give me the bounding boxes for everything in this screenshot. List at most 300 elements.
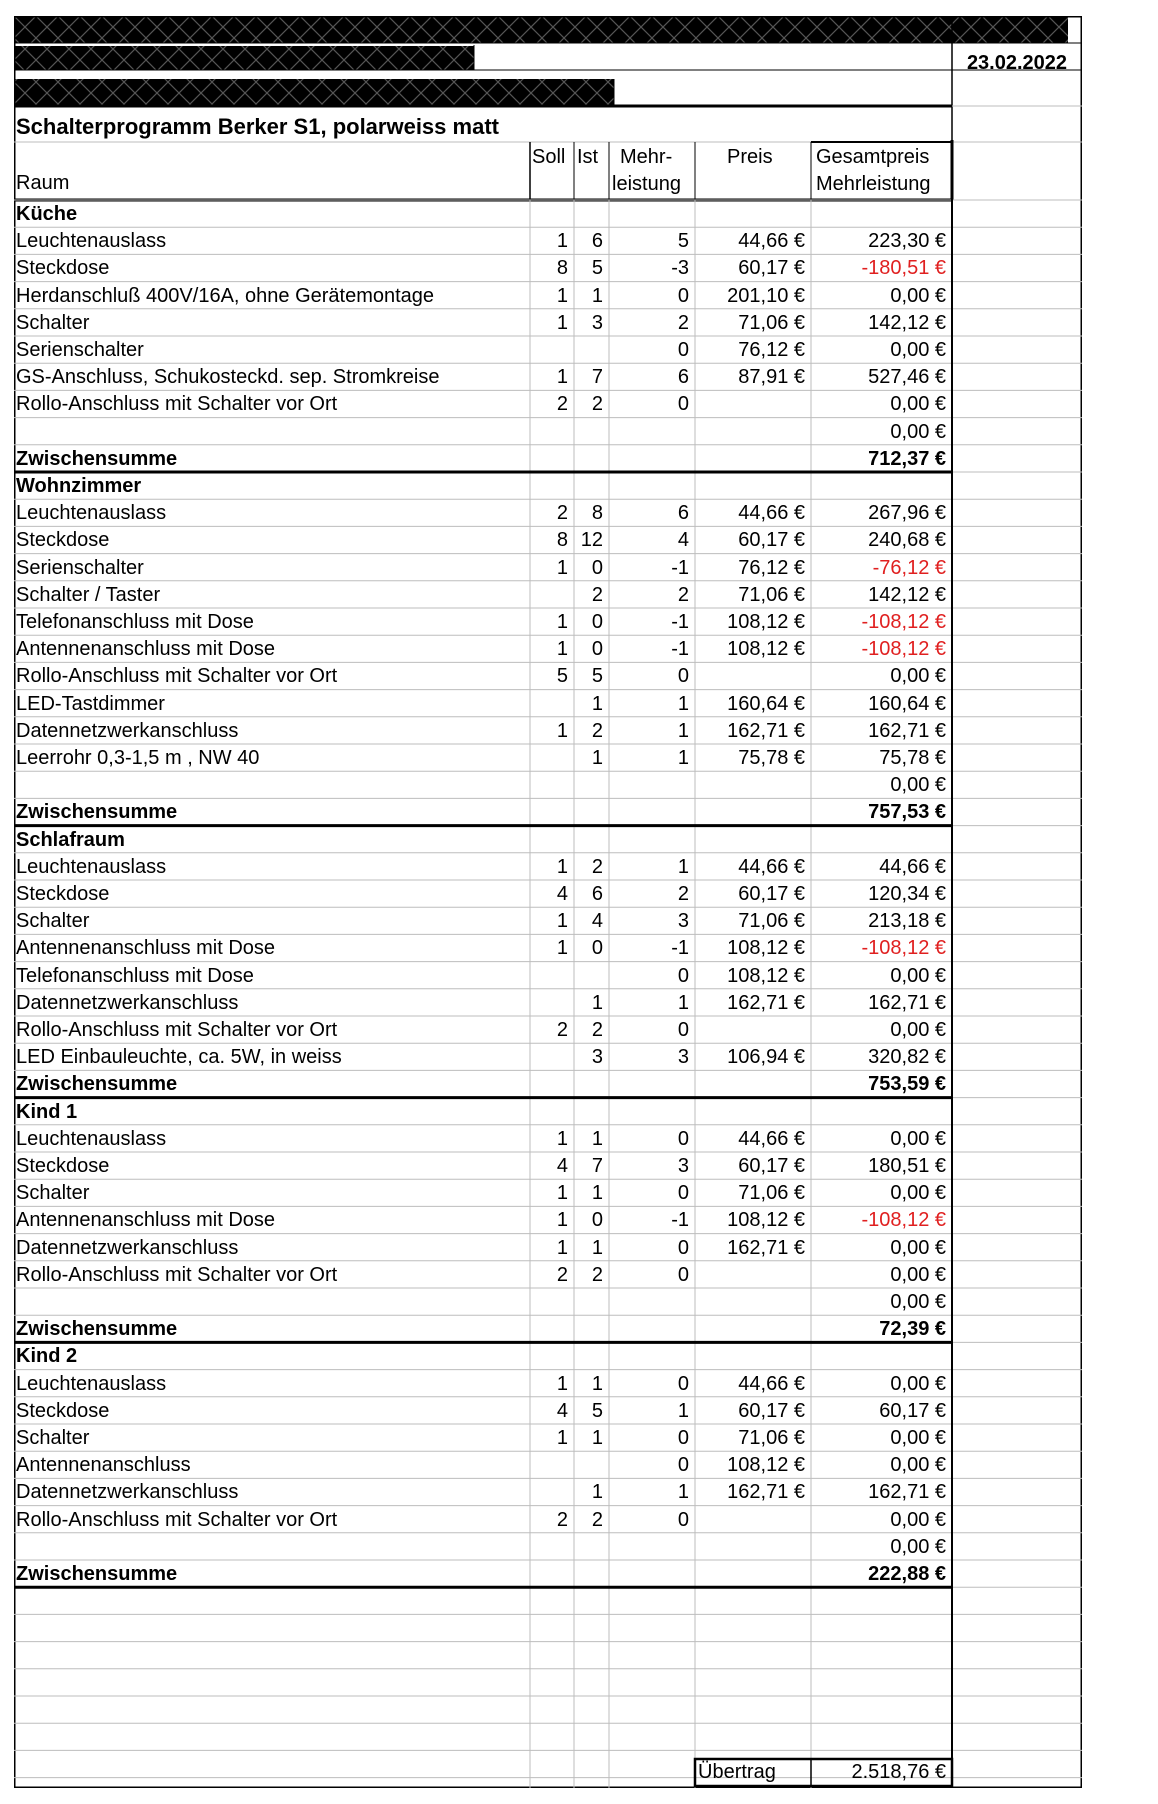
soll-cell (530, 336, 574, 363)
gesamtpreis-cell: 0,00 € (890, 1454, 946, 1477)
gesamtpreis-cell: -108,12 € (861, 1209, 946, 1232)
mehrleistung-cell: 1 (677, 1399, 689, 1422)
table-row (14, 526, 1082, 553)
gesamtpreis-cell: 120,34 € (868, 883, 946, 905)
gesamtpreis-cell: 0,00 € (890, 1236, 946, 1259)
soll-cell: 1 (556, 556, 568, 579)
preis-cell (695, 662, 811, 689)
soll-cell: 8 (556, 529, 568, 552)
soll-cell: 1 (556, 719, 568, 742)
mehrleistung-cell: 0 (677, 1182, 689, 1205)
ist-cell: 1 (591, 1182, 603, 1205)
table-row (14, 880, 1082, 907)
preis-cell: 44,66 € (738, 855, 805, 878)
section-row (14, 1098, 1082, 1125)
mehrleistung-cell (609, 1288, 695, 1315)
item-name: Schalter (16, 910, 90, 933)
gesamtpreis-cell: 0,00 € (890, 420, 946, 443)
gesamtpreis-cell: 0,00 € (890, 1427, 946, 1449)
gesamtpreis-cell: -108,12 € (861, 638, 946, 661)
preis-cell: 44,66 € (738, 1127, 805, 1150)
mehrleistung-cell: 0 (677, 1427, 689, 1449)
soll-cell (530, 962, 574, 989)
preis-cell: 60,17 € (738, 1155, 805, 1177)
preis-cell (695, 1016, 811, 1043)
item-name: Antennenanschluss mit Dose (16, 937, 276, 960)
ist-cell: 5 (591, 257, 603, 280)
ist-cell: 1 (591, 1236, 603, 1259)
preis-cell: 60,17 € (738, 529, 805, 552)
item-name: Steckdose (16, 257, 110, 280)
redacted-block-2 (14, 46, 474, 70)
soll-cell: 5 (556, 665, 568, 688)
soll-cell: 1 (556, 937, 568, 960)
mehrleistung-cell: 0 (677, 964, 689, 987)
item-name: Datennetzwerkanschluss (16, 719, 239, 742)
table-row (14, 554, 1082, 581)
gesamtpreis-cell: 222,88 € (868, 1563, 946, 1585)
soll-cell: 1 (556, 1182, 568, 1205)
gesamtpreis-cell: 142,12 € (868, 311, 946, 334)
mehrleistung-cell: 1 (677, 747, 689, 769)
item-name: Rollo-Anschluss mit Schalter vor Ort (16, 1019, 338, 1041)
ist-cell: 2 (591, 583, 603, 606)
preis-cell (695, 771, 811, 798)
soll-cell (530, 1288, 574, 1315)
redacted-block-1 (14, 16, 1068, 43)
preis-cell: 106,94 € (727, 1046, 805, 1069)
table-row (14, 1206, 1082, 1233)
table-row (14, 499, 1082, 526)
gesamtpreis-cell: -108,12 € (861, 611, 946, 633)
gesamtpreis-cell: 0,00 € (890, 1535, 946, 1558)
preis-cell: 108,12 € (727, 611, 805, 633)
table-row (14, 1451, 1082, 1478)
preis-cell: 162,71 € (727, 1481, 805, 1504)
mehrleistung-cell: 2 (677, 311, 689, 334)
soll-cell: 4 (556, 883, 568, 905)
table-row (14, 1533, 1082, 1560)
soll-cell: 2 (556, 1263, 568, 1286)
mehrleistung-cell: 0 (677, 1019, 689, 1041)
ist-cell: 1 (591, 284, 603, 307)
subtotal-row (14, 1560, 1082, 1587)
ist-cell (574, 771, 609, 798)
table-row (14, 336, 1082, 363)
mehrleistung-cell: 1 (677, 855, 689, 878)
soll-cell (530, 1043, 574, 1070)
soll-cell: 2 (556, 393, 568, 416)
table-row (14, 1016, 1082, 1043)
preis-cell: 76,12 € (738, 556, 805, 579)
gesamtpreis-cell: 0,00 € (890, 665, 946, 688)
soll-cell: 1 (556, 1127, 568, 1150)
gesamtpreis-cell: 0,00 € (890, 1127, 946, 1150)
table-row (14, 962, 1082, 989)
subtotal-row (14, 798, 1082, 825)
gesamtpreis-cell: 160,64 € (868, 692, 946, 715)
table-row (14, 662, 1082, 689)
column-header-soll: Soll (532, 146, 566, 168)
item-name: Rollo-Anschluss mit Schalter vor Ort (16, 1508, 338, 1531)
preis-cell: 75,78 € (738, 747, 805, 769)
preis-cell (695, 418, 811, 445)
ist-cell: 2 (591, 1263, 603, 1286)
item-name: Leuchtenauslass (16, 855, 167, 878)
table-row (14, 1478, 1082, 1505)
gesamtpreis-cell: 0,00 € (890, 284, 946, 307)
gesamtpreis-cell: 223,30 € (868, 230, 946, 253)
soll-cell: 1 (556, 1427, 568, 1449)
column-header-ist: Ist (577, 146, 599, 168)
item-name: Datennetzwerkanschluss (16, 991, 239, 1014)
column-header-mehr-2: leistung (612, 173, 681, 195)
preis-cell: 108,12 € (727, 1454, 805, 1477)
soll-cell: 2 (556, 1019, 568, 1041)
ist-cell (574, 1451, 609, 1478)
mehrleistung-cell: -1 (671, 611, 689, 633)
preis-cell: 44,66 € (738, 230, 805, 253)
ist-cell: 0 (591, 611, 603, 633)
mehrleistung-cell: 2 (677, 883, 689, 905)
ist-cell: 7 (591, 366, 603, 389)
ist-cell: 1 (591, 747, 603, 769)
soll-cell: 1 (556, 1372, 568, 1395)
item-name: Antennenanschluss mit Dose (16, 638, 276, 661)
item-name: Leuchtenauslass (16, 230, 167, 253)
gesamtpreis-cell: 162,71 € (868, 991, 946, 1014)
mehrleistung-cell: 4 (677, 529, 689, 552)
item-name: Zwischensumme (16, 801, 178, 824)
room-name: Kind 1 (16, 1100, 78, 1123)
ist-cell: 3 (591, 1046, 603, 1069)
item-name: Zwischensumme (16, 1073, 178, 1096)
mehrleistung-cell: 0 (677, 1454, 689, 1477)
gesamtpreis-cell: 320,82 € (868, 1046, 946, 1069)
gesamtpreis-cell: 213,18 € (868, 910, 946, 933)
item-name: Steckdose (16, 529, 110, 552)
preis-cell (695, 1261, 811, 1288)
sheet-title: Schalterprogramm Berker S1, polarweiss matt (16, 114, 499, 139)
item-name: Schalter (16, 1182, 90, 1205)
ist-cell: 6 (591, 230, 603, 253)
mehrleistung-cell: 3 (677, 1155, 689, 1177)
preis-cell: 71,06 € (738, 1427, 805, 1449)
item-name: Telefonanschluss mit Dose (16, 964, 254, 987)
item-name: Steckdose (16, 1155, 110, 1177)
mehrleistung-cell: 0 (677, 665, 689, 688)
mehrleistung-cell: -3 (671, 257, 689, 280)
table-row (14, 1288, 1082, 1315)
soll-cell (530, 581, 574, 608)
ist-cell (574, 336, 609, 363)
room-name: Kind 2 (16, 1345, 78, 1368)
preis-cell: 60,17 € (738, 1399, 805, 1422)
preis-cell (695, 390, 811, 417)
ist-cell: 1 (591, 991, 603, 1014)
ist-cell: 1 (591, 1481, 603, 1504)
gesamtpreis-cell: 72,39 € (879, 1318, 946, 1341)
ist-cell: 1 (591, 1127, 603, 1150)
item-name (16, 1533, 516, 1560)
soll-cell: 2 (556, 502, 568, 525)
ist-cell: 1 (591, 692, 603, 715)
soll-cell: 1 (556, 910, 568, 933)
gesamtpreis-cell: 240,68 € (868, 529, 946, 552)
preis-cell: 60,17 € (738, 257, 805, 280)
soll-cell (530, 1451, 574, 1478)
ist-cell: 1 (591, 1372, 603, 1395)
table-row (14, 608, 1082, 635)
uebertrag-value: 2.518,76 € (851, 1761, 946, 1783)
soll-cell (530, 418, 574, 445)
item-name: Datennetzwerkanschluss (16, 1481, 239, 1504)
preis-cell: 87,91 € (738, 366, 805, 389)
ist-cell: 4 (591, 910, 603, 933)
gesamtpreis-cell: 142,12 € (868, 583, 946, 606)
gesamtpreis-cell: 267,96 € (868, 502, 946, 525)
soll-cell: 2 (556, 1508, 568, 1531)
column-header-gesamt-2: Mehrleistung (816, 173, 931, 195)
mehrleistung-cell (609, 418, 695, 445)
table-row (14, 390, 1082, 417)
mehrleistung-cell: 0 (677, 393, 689, 416)
preis-cell (695, 1533, 811, 1560)
preis-cell: 108,12 € (727, 964, 805, 987)
mehrleistung-cell: 2 (677, 583, 689, 606)
preis-cell: 108,12 € (727, 1209, 805, 1232)
item-name: Steckdose (16, 883, 110, 905)
table-row (14, 1043, 1082, 1070)
mehrleistung-cell: 1 (677, 991, 689, 1014)
mehrleistung-cell: 0 (677, 1372, 689, 1395)
preis-cell: 76,12 € (738, 339, 805, 361)
item-name: Zwischensumme (16, 447, 178, 470)
gesamtpreis-cell: 0,00 € (890, 964, 946, 987)
column-header-mehr-1: Mehr- (620, 146, 673, 168)
table-row (14, 907, 1082, 934)
soll-cell: 1 (556, 855, 568, 878)
gesamtpreis-cell: 0,00 € (890, 774, 946, 797)
gesamtpreis-cell: 0,00 € (890, 1019, 946, 1041)
gesamtpreis-cell: 162,71 € (868, 719, 946, 742)
gesamtpreis-cell: 0,00 € (890, 393, 946, 416)
column-header-gesamt-1: Gesamtpreis (816, 146, 930, 168)
ist-cell (574, 418, 609, 445)
item-name: Rollo-Anschluss mit Schalter vor Ort (16, 393, 338, 416)
mehrleistung-cell: 6 (677, 502, 689, 525)
gesamtpreis-cell: 60,17 € (879, 1399, 946, 1422)
item-name: Leuchtenauslass (16, 1127, 167, 1150)
soll-cell (530, 690, 574, 717)
gesamtpreis-cell: 527,46 € (868, 366, 946, 389)
ist-cell: 0 (591, 556, 603, 579)
preis-cell (695, 1506, 811, 1533)
gesamtpreis-cell: 0,00 € (890, 339, 946, 361)
item-name: Steckdose (16, 1399, 110, 1422)
mehrleistung-cell (609, 771, 695, 798)
item-name: GS-Anschluss, Schukosteckd. sep. Stromkreise (16, 366, 440, 389)
gesamtpreis-cell: 180,51 € (868, 1155, 946, 1177)
item-name: Leerrohr 0,3-1,5 m , NW 40 (16, 747, 260, 769)
item-name: Rollo-Anschluss mit Schalter vor Ort (16, 1263, 338, 1286)
gesamtpreis-cell: 757,53 € (868, 801, 946, 824)
mehrleistung-cell: -1 (671, 1209, 689, 1232)
gesamtpreis-cell: 712,37 € (868, 447, 946, 470)
section-row (14, 200, 1082, 227)
mehrleistung-cell: 1 (677, 692, 689, 715)
preis-cell: 71,06 € (738, 311, 805, 334)
item-name: Schalter (16, 311, 90, 334)
preis-cell: 108,12 € (727, 937, 805, 960)
table-row (14, 1397, 1082, 1424)
mehrleistung-cell: 6 (677, 366, 689, 389)
preis-cell: 71,06 € (738, 583, 805, 606)
table-row (14, 363, 1082, 390)
subtotal-row (14, 1070, 1082, 1097)
mehrleistung-cell: 3 (677, 1046, 689, 1069)
preis-cell: 71,06 € (738, 1182, 805, 1205)
soll-cell: 1 (556, 311, 568, 334)
subtotal-row (14, 445, 1082, 472)
ist-cell: 12 (580, 529, 603, 552)
item-name: Herdanschluß 400V/16A, ohne Gerätemontage (16, 284, 435, 307)
item-name: Leuchtenauslass (16, 502, 167, 525)
ist-cell (574, 1533, 609, 1560)
table-row (14, 853, 1082, 880)
section-row (14, 826, 1082, 853)
mehrleistung-cell: 0 (677, 339, 689, 361)
item-name (16, 771, 516, 798)
gesamtpreis-cell: -76,12 € (872, 556, 946, 579)
table-row (14, 227, 1082, 254)
soll-cell: 1 (556, 284, 568, 307)
preis-cell (695, 1288, 811, 1315)
mehrleistung-cell: -1 (671, 638, 689, 661)
ist-cell: 5 (591, 665, 603, 688)
table-row (14, 934, 1082, 961)
mehrleistung-cell: 1 (677, 719, 689, 742)
gesamtpreis-cell: 0,00 € (890, 1508, 946, 1531)
gesamtpreis-cell: 0,00 € (890, 1182, 946, 1205)
item-name (16, 1288, 516, 1315)
table-row (14, 717, 1082, 744)
mehrleistung-cell: 0 (677, 1127, 689, 1150)
soll-cell: 4 (556, 1155, 568, 1177)
ist-cell: 0 (591, 1209, 603, 1232)
table-row (14, 635, 1082, 662)
room-name: Wohnzimmer (16, 475, 142, 497)
item-name: Telefonanschluss mit Dose (16, 611, 254, 633)
soll-cell: 1 (556, 611, 568, 633)
item-name: LED Einbauleuchte, ca. 5W, in weiss (16, 1046, 342, 1069)
ist-cell: 1 (591, 1427, 603, 1449)
table-row (14, 1125, 1082, 1152)
ist-cell: 2 (591, 393, 603, 416)
ist-cell: 5 (591, 1399, 603, 1422)
item-name (16, 418, 516, 445)
soll-cell: 8 (556, 257, 568, 280)
gesamtpreis-cell: 753,59 € (868, 1073, 946, 1096)
spreadsheet (14, 16, 1082, 1788)
table-row (14, 1424, 1082, 1451)
mehrleistung-cell: -1 (671, 937, 689, 960)
preis-cell: 44,66 € (738, 1372, 805, 1395)
item-name: LED-Tastdimmer (16, 692, 165, 715)
room-name: Küche (16, 203, 78, 225)
table-row (14, 1152, 1082, 1179)
item-name: Leuchtenauslass (16, 1372, 167, 1395)
item-name: Zwischensumme (16, 1318, 178, 1341)
document-date: 23.02.2022 (966, 52, 1068, 74)
item-name: Serienschalter (16, 339, 144, 361)
preis-cell: 162,71 € (727, 991, 805, 1014)
soll-cell: 1 (556, 366, 568, 389)
ist-cell: 2 (591, 719, 603, 742)
preis-cell: 162,71 € (727, 1236, 805, 1259)
redacted-block-3 (14, 79, 614, 106)
gesamtpreis-cell: 0,00 € (890, 1372, 946, 1395)
mehrleistung-cell: -1 (671, 556, 689, 579)
ist-cell (574, 1288, 609, 1315)
preis-cell: 108,12 € (727, 638, 805, 661)
soll-cell: 1 (556, 638, 568, 661)
ist-cell: 3 (591, 311, 603, 334)
item-name: Antennenanschluss (16, 1454, 191, 1477)
gesamtpreis-cell: 0,00 € (890, 1291, 946, 1313)
soll-cell (530, 744, 574, 771)
mehrleistung-cell: 0 (677, 1263, 689, 1286)
soll-cell: 1 (556, 1209, 568, 1232)
gesamtpreis-cell: 162,71 € (868, 1481, 946, 1504)
table-row (14, 1234, 1082, 1261)
uebertrag-label: Übertrag (698, 1761, 776, 1783)
preis-cell: 44,66 € (738, 502, 805, 525)
item-name: Serienschalter (16, 556, 144, 579)
table-row (14, 989, 1082, 1016)
table-row (14, 581, 1082, 608)
soll-cell (530, 1533, 574, 1560)
table-row (14, 1506, 1082, 1533)
mehrleistung-cell: 0 (677, 1236, 689, 1259)
ist-cell: 7 (591, 1155, 603, 1177)
column-header-raum: Raum (16, 172, 70, 194)
mehrleistung-cell: 5 (677, 230, 689, 253)
table-row (14, 1179, 1082, 1206)
item-name: Rollo-Anschluss mit Schalter vor Ort (16, 665, 338, 688)
ist-cell: 0 (591, 638, 603, 661)
mehrleistung-cell: 1 (677, 1481, 689, 1504)
ist-cell: 2 (591, 1508, 603, 1531)
table-row (14, 254, 1082, 281)
ist-cell: 2 (591, 855, 603, 878)
soll-cell: 1 (556, 230, 568, 253)
mehrleistung-cell: 3 (677, 910, 689, 933)
gesamtpreis-cell: 0,00 € (890, 1263, 946, 1286)
ist-cell: 2 (591, 1019, 603, 1041)
item-name: Schalter / Taster (16, 583, 161, 606)
gesamtpreis-cell: 44,66 € (879, 855, 946, 878)
section-row (14, 1342, 1082, 1369)
table-row (14, 418, 1082, 445)
soll-cell (530, 1478, 574, 1505)
item-name: Datennetzwerkanschluss (16, 1236, 239, 1259)
item-name: Schalter (16, 1427, 90, 1449)
table-row (14, 282, 1082, 309)
mehrleistung-cell: 0 (677, 284, 689, 307)
soll-cell (530, 771, 574, 798)
ist-cell (574, 962, 609, 989)
